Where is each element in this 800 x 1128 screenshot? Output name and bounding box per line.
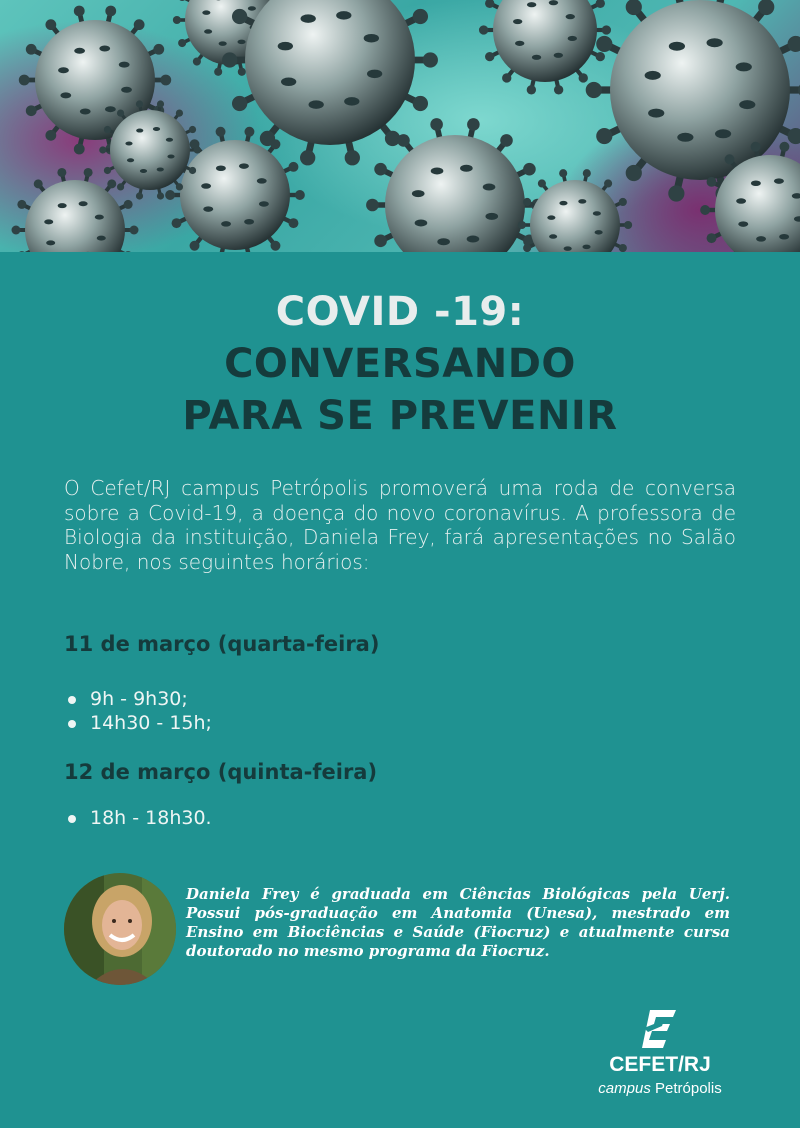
title-line-1: COVID -19: [275,289,525,335]
virus-particle [518,169,632,252]
time-slot: 9h - 9h30; [64,687,212,711]
virus-particle [479,0,611,95]
virus-banner-image [0,0,800,252]
schedule-times-2 [64,806,212,830]
time-slot: 14h30 - 15h; [64,711,212,735]
speaker-bio: Daniela Frey é graduada em Ciências Biológicas pela Uerj. Possui pós-graduação em Anatomia (Unesa), mestrado em Ensino em Biociências e Saúde (Fiocruz) e atualmente cursa doutorado no mesmo programa da Fiocruz. [186,885,730,960]
logo-campus: campus Petrópolis [598,1080,722,1097]
time-slot: 18h - 18h30. [64,806,212,830]
schedule-day-2: 12 de março (quinta-feira) [64,760,378,784]
cefet-logo-mark [642,1008,678,1050]
title-line-2: CONVERSANDO [224,341,576,387]
schedule-times-1 [64,687,212,735]
logo-name: CEFET/RJ [609,1053,711,1076]
virus-particle [12,168,139,252]
schedule-day-1: 11 de março (quarta-feira) [64,632,380,656]
avatar-photo [64,873,176,985]
intro-paragraph: O Cefet/RJ campus Petrópolis promoverá uma roda de conversa sobre a Covid-19, a doença do novo coronavírus. A professora de Biologia da instituição, Daniela Frey, fará apresentações no Salão Nobre, nos seguintes horários: [64,476,736,574]
virus-illustration [0,0,800,252]
cefet-logo [580,1008,740,1108]
title-line-3: PARA SE PREVENIR [182,393,618,439]
